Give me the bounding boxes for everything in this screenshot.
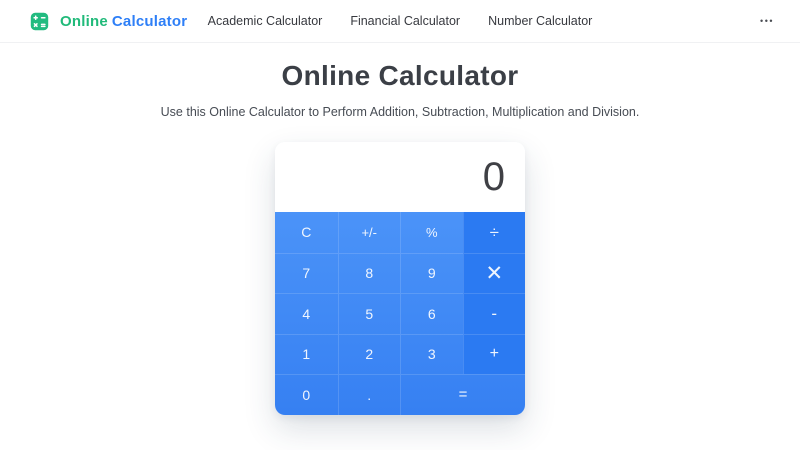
main-content xyxy=(0,43,800,415)
main-nav xyxy=(208,14,593,28)
key-9[interactable]: 9 xyxy=(400,253,463,294)
hero-section xyxy=(0,43,800,119)
key-2[interactable]: 2 xyxy=(338,334,401,375)
brand-word-online: Online xyxy=(60,12,108,30)
key-1[interactable]: 1 xyxy=(275,334,338,375)
calculator-container xyxy=(0,119,800,415)
brand[interactable] xyxy=(30,12,187,31)
key-divide[interactable]: ÷ xyxy=(463,212,526,253)
page-title: Online Calculator xyxy=(281,60,519,91)
calculator-logo-icon xyxy=(30,12,49,31)
key-5[interactable]: 5 xyxy=(338,293,401,334)
key-7[interactable]: 7 xyxy=(275,253,338,294)
top-navigation-bar xyxy=(0,0,800,43)
page-subtitle: Use this Online Calculator to Perform Addition, Subtraction, Multiplication and Division. xyxy=(160,105,640,119)
key-percent[interactable]: % xyxy=(400,212,463,253)
key-3[interactable]: 3 xyxy=(400,334,463,375)
key-decimal[interactable]: . xyxy=(338,374,401,415)
key-6[interactable]: 6 xyxy=(400,293,463,334)
key-0[interactable]: 0 xyxy=(275,374,338,415)
nav-financial-calculator[interactable]: Financial Calculator xyxy=(350,14,461,28)
key-4[interactable]: 4 xyxy=(275,293,338,334)
nav-number-calculator[interactable]: Number Calculator xyxy=(488,14,593,28)
key-equals[interactable]: = xyxy=(400,374,525,415)
calculator-widget xyxy=(275,142,525,415)
key-8[interactable]: 8 xyxy=(338,253,401,294)
key-sign[interactable]: +/- xyxy=(338,212,401,253)
key-subtract[interactable]: - xyxy=(463,293,526,334)
brand-word-calculator: Calculator xyxy=(111,12,188,30)
brand-title xyxy=(60,13,187,30)
key-add[interactable]: + xyxy=(463,334,526,375)
key-multiply[interactable]: ✕ xyxy=(463,253,526,294)
calculator-keypad xyxy=(275,212,525,415)
key-clear[interactable]: C xyxy=(275,212,338,253)
calculator-display: 0 xyxy=(275,142,525,212)
more-menu-icon[interactable]: ••• xyxy=(756,11,778,32)
nav-academic-calculator[interactable]: Academic Calculator xyxy=(207,14,323,28)
